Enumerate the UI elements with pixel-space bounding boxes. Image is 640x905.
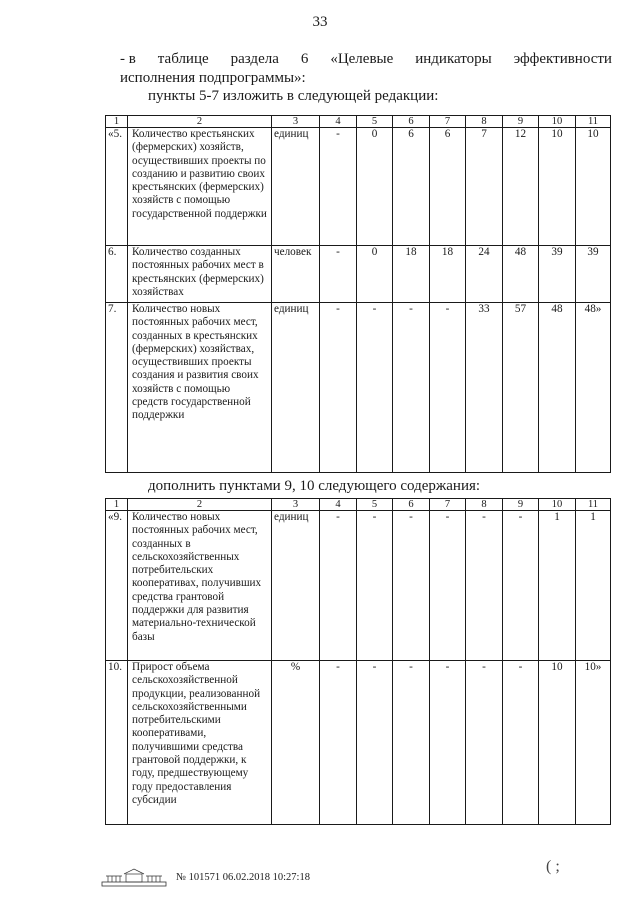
value-cell: 6 — [393, 128, 430, 246]
intro-word: - в — [120, 51, 136, 67]
intro-line-1 — [120, 50, 612, 69]
column-header: 5 — [357, 116, 393, 128]
unit-cell: единиц — [272, 511, 320, 661]
indicators-table-2 — [105, 498, 611, 825]
value-cell: 10 — [576, 128, 611, 246]
table-header-row — [106, 499, 611, 511]
intro-word: 6 — [300, 51, 309, 67]
column-header: 10 — [539, 499, 576, 511]
indicator-description: Количество новых постоянных рабочих мест, созданных в крестьянских (фермерских) хозяйствах, осуществивших проекты создания и развития своих хозяйств с помощью средств государственной поддержки — [128, 303, 272, 473]
table-row — [106, 246, 611, 303]
column-header: 1 — [106, 499, 128, 511]
column-header: 7 — [430, 116, 466, 128]
indicator-description: Количество созданных постоянных рабочих мест в крестьянских (фермерских) хозяйствах — [128, 246, 272, 303]
row-number: 7. — [106, 303, 128, 473]
value-cell: 0 — [357, 128, 393, 246]
unit-cell: человек — [272, 246, 320, 303]
value-cell: - — [393, 511, 430, 661]
column-header: 9 — [503, 116, 539, 128]
row-number: «9. — [106, 511, 128, 661]
registration-number: № 101571 06.02.2018 10:27:18 — [176, 871, 310, 883]
indicators-table-1 — [105, 115, 611, 473]
row-number: «5. — [106, 128, 128, 246]
intro-paragraph — [120, 50, 612, 88]
value-cell: 48 — [539, 303, 576, 473]
value-cell: - — [466, 511, 503, 661]
value-cell: 10 — [539, 128, 576, 246]
value-cell: - — [503, 511, 539, 661]
column-header: 6 — [393, 116, 430, 128]
column-header: 10 — [539, 116, 576, 128]
value-cell: - — [393, 303, 430, 473]
row-number: 6. — [106, 246, 128, 303]
indicator-description: Количество новых постоянных рабочих мест, созданных в сельскохозяйственных потребительских кооперативах, получивших средства грантовой поддержки для развития материально-технической базы — [128, 511, 272, 661]
column-header: 7 — [430, 499, 466, 511]
value-cell: - — [393, 661, 430, 825]
value-cell: - — [357, 511, 393, 661]
value-cell: 1 — [576, 511, 611, 661]
value-cell: - — [430, 511, 466, 661]
page-number: 33 — [312, 14, 328, 30]
column-header: 5 — [357, 499, 393, 511]
intro-word: «Целевые — [330, 51, 394, 67]
column-header: 1 — [106, 116, 128, 128]
intro-word: раздела — [230, 51, 279, 67]
column-header: 4 — [320, 116, 357, 128]
intro-line-2: исполнения подпрограммы»: — [120, 70, 306, 86]
value-cell: - — [466, 661, 503, 825]
intro-word: эффективности — [513, 51, 612, 67]
column-header: 11 — [576, 499, 611, 511]
column-header: 11 — [576, 116, 611, 128]
value-cell: 39 — [576, 246, 611, 303]
intro-word: индикаторы — [415, 51, 492, 67]
points-heading: пункты 5-7 изложить в следующей редакции: — [148, 88, 439, 104]
value-cell: 39 — [539, 246, 576, 303]
indicator-description: Прирост объема сельскохозяйственной продукции, реализованной сельскохозяйственными потребительскими кооперативами, получившими средства грантовой поддержки, к году, предшествующему году предоставления субсидии — [128, 661, 272, 825]
value-cell: - — [357, 661, 393, 825]
add-points-heading: дополнить пунктами 9, 10 следующего содержания: — [148, 478, 481, 494]
column-header: 2 — [128, 499, 272, 511]
registry-logo-icon — [100, 867, 168, 887]
table-row — [106, 128, 611, 246]
value-cell: - — [503, 661, 539, 825]
indicator-description: Количество крестьянских (фермерских) хозяйств, осуществивших проекты по созданию и развитию своих крестьянских (фермерских) хозяйств с помощью государственной поддержки — [128, 128, 272, 246]
intro-word: таблице — [157, 51, 209, 67]
unit-cell: единиц — [272, 128, 320, 246]
value-cell: 18 — [430, 246, 466, 303]
table-header-row — [106, 116, 611, 128]
column-header: 4 — [320, 499, 357, 511]
column-header: 2 — [128, 116, 272, 128]
column-header: 9 — [503, 499, 539, 511]
value-cell: - — [430, 661, 466, 825]
value-cell: 6 — [430, 128, 466, 246]
value-cell: - — [320, 661, 357, 825]
value-cell: 1 — [539, 511, 576, 661]
document-footer — [100, 866, 310, 888]
value-cell: 10 — [539, 661, 576, 825]
value-cell: - — [320, 303, 357, 473]
column-header: 3 — [272, 116, 320, 128]
value-cell: 33 — [466, 303, 503, 473]
value-cell: - — [430, 303, 466, 473]
table-row — [106, 303, 611, 473]
unit-cell: % — [272, 661, 320, 825]
value-cell: 7 — [466, 128, 503, 246]
value-cell: 0 — [357, 246, 393, 303]
value-cell: - — [320, 246, 357, 303]
value-cell: 12 — [503, 128, 539, 246]
value-cell: 18 — [393, 246, 430, 303]
column-header: 3 — [272, 499, 320, 511]
column-header: 8 — [466, 116, 503, 128]
value-cell: - — [320, 128, 357, 246]
value-cell: 10» — [576, 661, 611, 825]
value-cell: 24 — [466, 246, 503, 303]
value-cell: 48» — [576, 303, 611, 473]
handwritten-mark: ( ; — [546, 858, 560, 875]
row-number: 10. — [106, 661, 128, 825]
column-header: 6 — [393, 499, 430, 511]
table-row — [106, 511, 611, 661]
value-cell: 48 — [503, 246, 539, 303]
unit-cell: единиц — [272, 303, 320, 473]
value-cell: - — [357, 303, 393, 473]
table-row — [106, 661, 611, 825]
value-cell: 57 — [503, 303, 539, 473]
column-header: 8 — [466, 499, 503, 511]
value-cell: - — [320, 511, 357, 661]
